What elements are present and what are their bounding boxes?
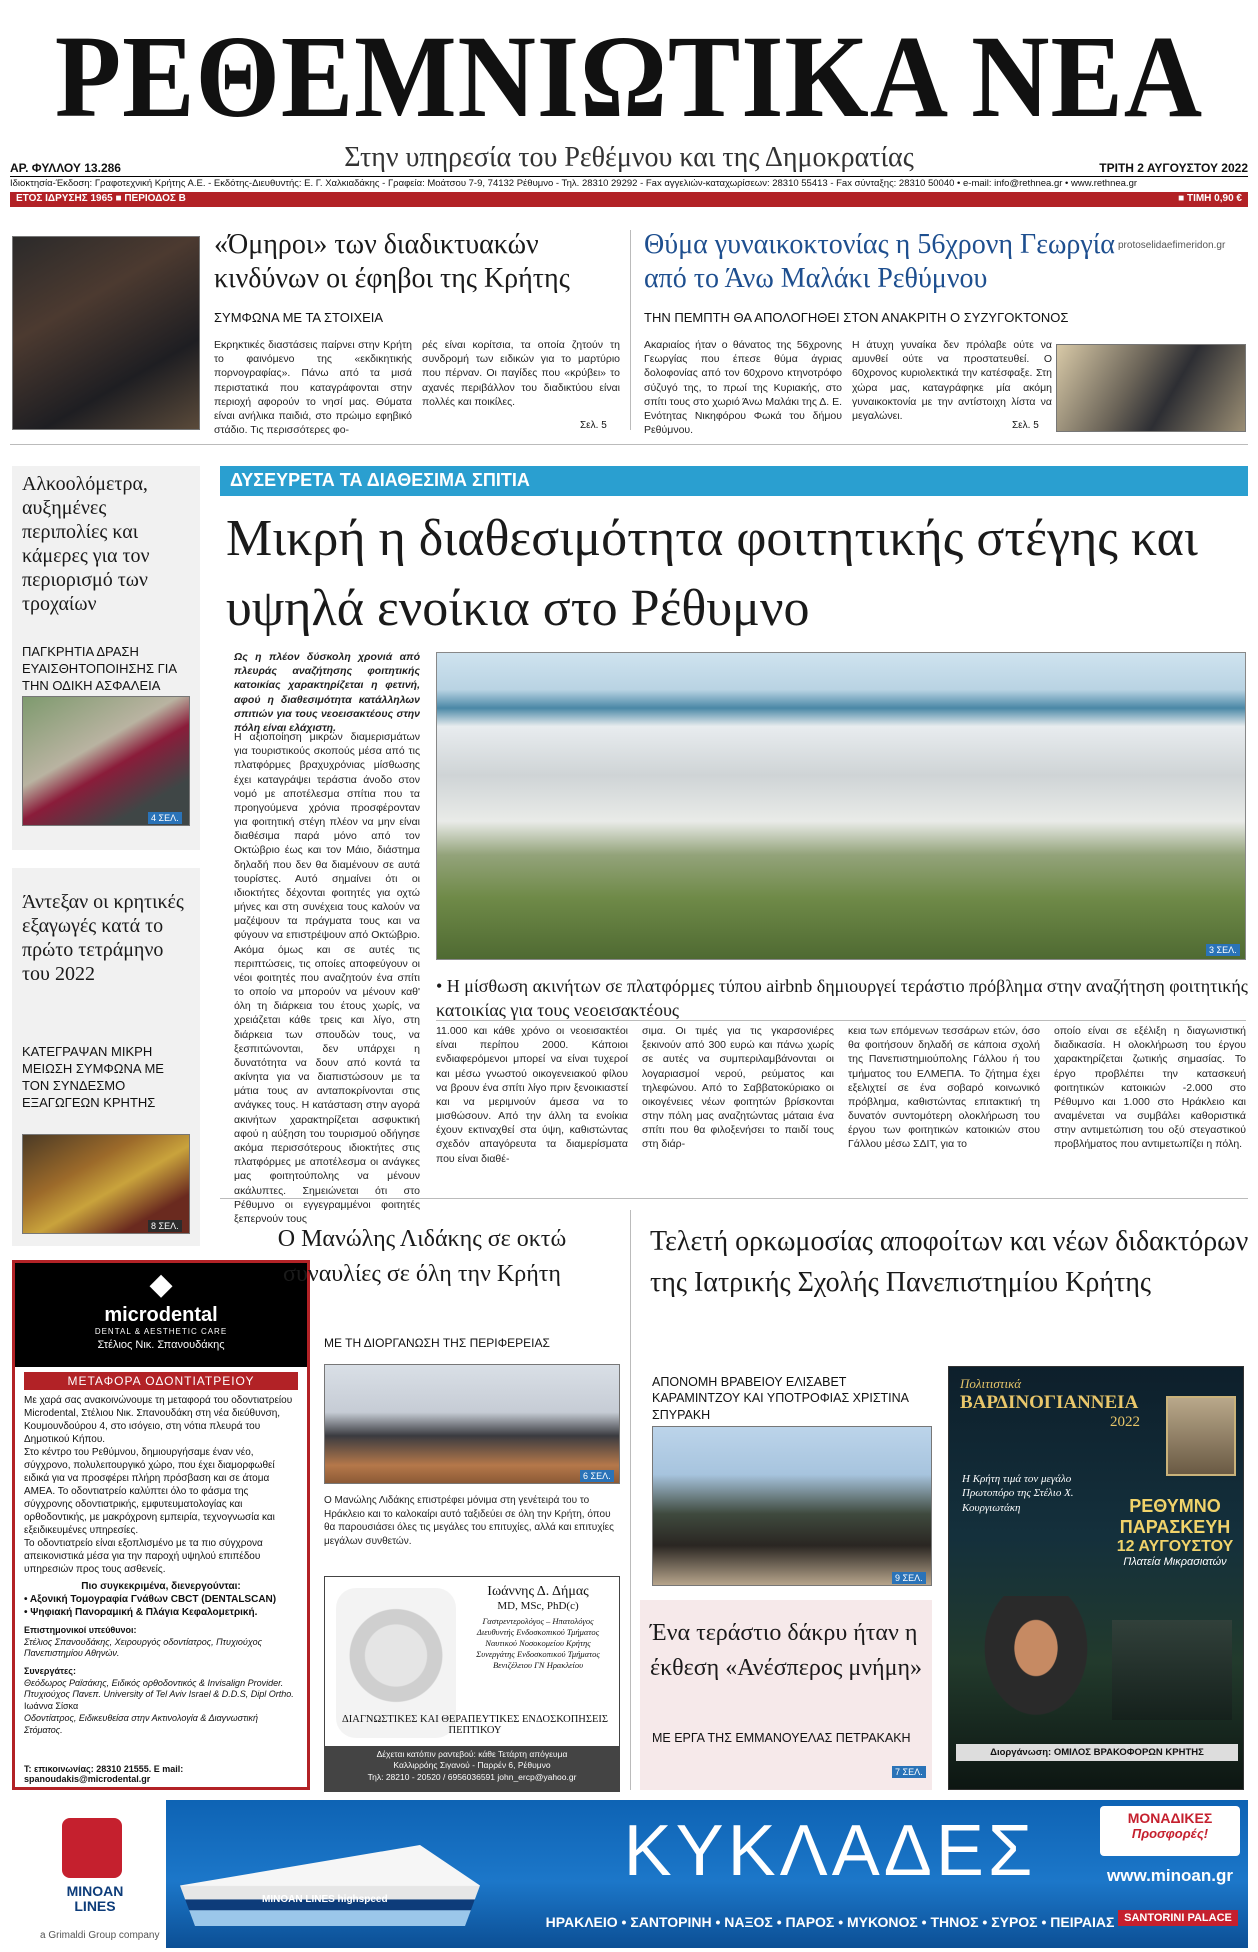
doctor-hours: Δέχεται κατόπιν ραντεβού: κάθε Τετάρτη απόγευμα (376, 1749, 568, 1759)
minoan-offer-top: ΜΟΝΑΔΙΚΕΣ (1127, 1810, 1213, 1826)
minoan-title: ΚΥΚΛΑΔΕΣ (623, 1811, 1037, 1891)
concert-top: Πολιτιστικά (960, 1376, 1022, 1391)
minoan-route: ΗΡΑΚΛΕΙΟ • ΣΑΝΤΟΡΙΝΗ • ΝΑΞΟΣ • ΠΑΡΟΣ • ΜΥΚΟΝΟΣ • ΤΗΝΟΣ • ΣΥΡΟΣ • ΠΕΙΡΑΙΑΣ (545, 1914, 1115, 1930)
doctor-line-4: Βενιζέλειου ΓΝ Ηρακλείου (492, 1660, 584, 1671)
band-photo (1112, 1620, 1232, 1720)
story-exhibition-kicker: ΜΕ ΕΡΓΑ ΤΗΣ ΕΜΜΑΝΟΥΕΛΑΣ ΠΕΤΡΑΚΑΚΗ (652, 1731, 911, 1745)
dental-contact[interactable]: Τ: επικοινωνίας: 28310 21555. E mail: spanoudakis@microdental.gr (24, 1764, 184, 1784)
doctor-phones[interactable]: Τηλ: 28210 - 20520 / 6956036591 john_ercp@yahoo.gr (367, 1771, 577, 1782)
doctor-line-0: Γαστρεντερολόγος – Ηπατολόγος (482, 1616, 594, 1626)
issue-date: ΤΡΙΤΗ 2 ΑΥΓΟΥΣΤΟΥ 2022 (1099, 161, 1248, 175)
main-photo-page-ref[interactable]: 3 ΣΕΛ. (1206, 944, 1240, 956)
concert-quote: Η Κρήτη τιμά τον μεγάλο Πρωτοπόρο της Στέλιο Χ. Κουργιωτάκη (962, 1473, 1074, 1514)
story-traffic-kicker: ΠΑΓΚΡΗΤΙΑ ΔΡΑΣΗ ΕΥΑΙΣΘΗΤΟΠΟΙΗΣΗΣ ΓΙΑ ΤΗΝ ΟΔΙΚΗ ΑΣΦΑΛΕΙΑ (22, 644, 177, 693)
dental-equip-title: Πιο συγκεκριμένα, διενεργούνται: (81, 1581, 241, 1592)
story-femicide-page-ref[interactable]: Σελ. 5 (1012, 420, 1039, 431)
doctor-name: Ιωάννης Δ. Δήμας (487, 1584, 589, 1599)
doctor-services: ΔΙΑΓΝΩΣΤΙΚΕΣ ΚΑΙ ΘΕΡΑΠΕΥΤΙΚΕΣ ΕΝΔΟΣΚΟΠΗΣΕΙΣ ΠΕΠΤΙΚΟΥ (341, 1714, 608, 1736)
watermark: protoselidaefimeridon.gr (1118, 240, 1226, 251)
minoan-logo-bottom: LINES (74, 1898, 116, 1915)
story-femicide-col2: Η άτυχη γυναίκα δεν πρόλαβε ούτε να αμυνθεί ούτε να προστατευθεί. Ο 60χρονος κυριολεκτικά την κατέσφαξε. Στη χώρα μας, καταγράφηκε μία ακόμη γυναικοκτονία με την αντίστοιχη λίστα να μεγαλώνει. (852, 339, 1052, 422)
story-teens-headline[interactable]: «Όμηροι» των διαδικτυακών κινδύνων οι έφηβοι της Κρήτης (214, 229, 570, 294)
dental-brand: microdental (104, 1304, 218, 1326)
singer-photo (976, 1596, 1096, 1726)
main-story-col-b: σιμα. Οι τιμές για τις γκαρσονιέρες ξεκινούν από 300 ευρώ και πάνω χωρίς σε αυτές να συμπεριλαμβάνονται οι λογαριασμοί νερού, ρεύματος και τηλεφώνου. Από το Σαββατοκύριακο οι οικογένειες νέων φοιτητών βρίσκονται στην πόλη μας αναζητώντας μάταια ένα σπίτι που θα φιλοξενήσει το παιδί τους στη διάρ- (642, 1025, 834, 1151)
minoan-offer-bottom: Προσφορές! (1131, 1826, 1209, 1841)
story-traffic-page-ref[interactable]: 4 ΣΕΛ. (148, 812, 182, 824)
newspaper-subtitle: Στην υπηρεσία του Ρεθέμνου και της Δημοκρατίας (344, 142, 914, 173)
dental-collab2-sub: Οδοντίατρος, Ειδικευθείσα στην Ακτινολογία & Διαγνωστική Στόματος. (24, 1712, 258, 1735)
story-femicide-col1: Ακαριαίος ήταν ο θάνατος της 56χρονης Γεωργίας που έπεσε θύμα άγριας δολοφονίας από τον 60χρονο κτηνοτρόφο σύζυγό της, το πρωί της Κυριακής, στο σπίτι τους στο χωριό Άνω Μαλάκι της Δ. Ε. Ενότητας Νικηφόρου Φωκά του δήμου Ρεθύμνου. (644, 339, 842, 437)
concert-venue: Πλατεία Μικρασιατών (1123, 1556, 1227, 1568)
graduates-photo (652, 1426, 932, 1586)
doctor-address: Καλλιρρόης Σιγανού - Παρρέν 6, Ρέθυμνο (393, 1760, 551, 1771)
story-ceremony-kicker: ΑΠΟΝΟΜΗ ΒΡΑΒΕΙΟΥ ΕΛΙΣΑΒΕΤ ΚΑΡΑΜΙΝΤΖΟΥ ΚΑΙ ΥΠΟΤΡΟΦΙΑΣ ΧΡΙΣΤΙΝΑ ΣΠΥΡΑΚΗ (652, 1375, 909, 1422)
story-exhibition-headline[interactable]: Ένα τεράστιο δάκρυ ήταν η έκθεση «Ανέσπερος μνήμη» (650, 1620, 923, 1681)
story-femicide-kicker: ΤΗΝ ΠΕΜΠΤΗ ΘΑ ΑΠΟΛΟΓΗΘΕΙ ΣΤΟΝ ΑΝΑΚΡΙΤΗ Ο ΣΥΖΥΓΟΚΤΟΝΟΣ (644, 310, 1069, 325)
main-story-col-a: 11.000 και κάθε χρόνο οι νεοεισακτέοι είναι περίπου 2000. Κάποιοι ενδιαφερόμενοι μπορεί να είναι τυχεροί και μέσω γνωστού οικογενειακού φίλου να βρουν ένα σπίτι λίγο πριν ξενοικιαστεί και να μεριμνούν άμεσα να το μισθώσουν. Από την άλλη τα ενοίκια έχουν εκτιναχθεί στα ύψη, καθιστώντας σχεδόν απαγόρευτα τα διαμερίσματα που είναι διαθέ- (436, 1025, 628, 1165)
concert-crowd-photo (12, 236, 200, 430)
newspaper-title: ΡΕΘΕΜΝΙΩΤΙΚΑ ΝΕΑ (54, 11, 1204, 142)
story-teens-col1: Εκρηκτικές διαστάσεις παίρνει στην Κρήτη το φαινόμενο της «εκδικητικής πορνογραφίας». Πάνω από τα μισά περιστατικά που καταγράφονται στην περιοχή αφορούν το νησί μας. Θύματα είναι ανήλικα παιδιά, στο πρώιμο εφηβικό στάδιο. Τις περισσότερες φο- (214, 339, 412, 437)
main-story-col-left: Η αξιοποίηση μικρών διαμερισμάτων για τουριστικούς σκοπούς μέσα από τις πλατφόρμες βραχυχρόνιας μίσθωσης έχει καταγράψει τεράστια άνοδο στον νομό με αποτέλεσμα σπίτια που τα προηγούμενα χρόνια προσφέρονταν για φοιτητική στέγη πλέον να μην είναι διαθέσιμα παρά μόνο από τον Οκτώβριο έως και τον Μάιο, διάστημα δηλαδή που δεν θα διαμένουν σε αυτά τουρίστες. Αυτό σημαίνει ότι οι ιδιοκτήτες δέχονται φοιτητές για οχτώ μήνες και στη συνέχεια τους καλούν να μαζέψουν τα πράγματα τους και να φύγουν να επιστρέψουν από Οκτώβριο. Ακόμα όμως και σε αυτές τις περιπτώσεις, τις οποίες αποφεύγουν οι νέοι φοιτητές που αναζητούν ένα σπίτι το οποίο να μπορούν να μένουν καθ' όλη τη διάρκεια του έτους χωρίς, να χρειάζεται κάθε τρεις και λίγο, στη διάρκεια των σπουδών τους, να ξεσπιτώνονται, δεν υπάρχει η δυνατότητα να δουν από κοντά τα ακίνητα για να διαπιστώσουν με τα μάτια τους αν ανταποκρίνονται στις ανάγκες τους. Η κατάσταση στην αγορά ακινήτων χαρακτηρίζεται ασφυκτική αφού η αύξηση του τουρισμού οδήγησε ακόμα περισσότερους ιδιοκτήτες στις πλατφόρμες με αποτέλεσμα οι ανάγκες μας φοιτητούπολης να μένουν ακάλυπτες. Σημειώνεται ότι στο Ρέθυμνο οι εγγεγραμμένοι φοιτητές ξεπερνούν τους (234, 731, 420, 1225)
concert-organizer: Διοργάνωση: ΟΜΙΛΟΣ ΒΡΑΚΟΦΟΡΩΝ ΚΡΗΤΗΣ (956, 1744, 1238, 1761)
main-story-headline[interactable]: Μικρή η διαθεσιμότητα φοιτητικής στέγης και υψηλά ενοίκια στο Ρέθυμνο (226, 510, 1198, 638)
main-story-lead: Ως η πλέον δύσκολη χρονιά από πλευράς αναζήτησης φοιτητικής κατοικίας χαρακτηρίζεται η φετινή, αφού η διαθεσιμότητα κατάλληλων σπιτιών για τους νεοεισακτέους στην πόλη είναι ελάχιστη. (234, 651, 420, 734)
doctor-contact-bar (325, 1746, 619, 1791)
minoan-url[interactable]: www.minoan.gr (1107, 1866, 1233, 1885)
story-lidakis-headline[interactable]: Ο Μανώλης Λιδάκης σε οκτώ συναυλίες σε όλη την Κρήτη (277, 1226, 567, 1287)
doctor-line-1: Διευθυντής Ενδοσκοπικού Τμήματος (476, 1627, 600, 1638)
story-ceremony-headline[interactable]: Τελετή ορκωμοσίας αποφοίτων και νέων διδακτόρων της Ιατρικής Σχολής Πανεπιστημίου Κρήτης (650, 1226, 1249, 1298)
exports-food-photo (22, 1134, 190, 1234)
story-exports-kicker: ΚΑΤΕΓΡΑΨΑΝ ΜΙΚΡΗ ΜΕΙΩΣΗ ΣΥΜΦΩΝΑ ΜΕ ΤΟΝ ΣΥΝΔΕΣΜΟ ΕΞΑΓΩΓΕΩΝ ΚΡΗΤΗΣ (22, 1044, 164, 1110)
minoan-logo-icon (62, 1818, 122, 1878)
main-story-col-d: οποίο είναι σε εξέλιξη η διαγωνιστική διαδικασία. Η ολοκλήρωση του έργου χαρακτηρίζεται ζωτικής σημασίας. Το έργο προβλέπει την κατασκευή φοιτητικών κατοικιών -2.000 στο Ρέθυμνο και 1.000 στο Ηράκλειο και αναμένεται να συμβάλει καθοριστικά στην αντιμετώπιση του οξύ στεγαστικού προβλήματος που αντιμετωπίζει η πόλη. (1054, 1025, 1246, 1151)
concert-ad-title-block (960, 1376, 1140, 1431)
concert-day: ΠΑΡΑΣΚΕΥΗ (1119, 1517, 1231, 1537)
concert-city: ΡΕΘΥΜΝΟ (1129, 1496, 1221, 1516)
portrait-icon (1166, 1396, 1236, 1476)
masthead (0, 0, 1258, 174)
dental-banner: ΜΕΤΑΦΟΡΑ ΟΔΟΝΤΙΑΤΡΕΙΟΥ (24, 1372, 298, 1390)
dental-collab2: Ιωάννα Σίσκα (24, 1701, 79, 1712)
story-exhibition-page-ref[interactable]: 7 ΣΕΛ. (892, 1766, 926, 1778)
dental-p1: Με χαρά σας ανακοινώνουμε τη μεταφορά του οδοντιατρείου Microdental, Στέλιου Νικ. Σπανουδάκη στη νέα διεύθυνση, Κουμουνδούρου 4, στο ισόγειο, στη νότια πλευρά του Δημοτικού Κήπου. (24, 1395, 293, 1445)
story-exports-headline[interactable]: Άντεξαν οι κρητικές εξαγωγές κατά το πρώτο τετράμηνο του 2022 (22, 891, 184, 985)
dental-doctor: Στέλιος Νικ. Σπανουδάκης (97, 1339, 225, 1351)
tooth-icon: ◆ (149, 1268, 173, 1301)
minoan-logo-text (40, 1884, 150, 1915)
main-story-col-c: κεια των επόμενων τεσσάρων ετών, όσο θα φοιτήσουν δηλαδή σε κάποια σχολή της Πανεπιστημιούπολης Γάλλου ή του τμήματος του ΕΛΜΕΠΑ. Το ζήτημα έχει εξελιχτεί σε ένα σοβαρό κοινωνικό πρόβλημα, καθιστώντας επιτακτική τη δυνατόν συντομότερη ολοκλήρωση του έργου των φοιτητικών κατοικιών στου Γάλλου μέσω ΣΔΙΤ, για το (848, 1025, 1040, 1151)
doctor-title: MD, MSc, PhD(c) (497, 1600, 579, 1612)
story-teens-kicker: ΣΥΜΦΩΝΑ ΜΕ ΤΑ ΣΤΟΙΧΕΙΑ (214, 310, 384, 325)
issue-number: ΑΡ. ΦΥΛΛΟΥ 13.286 (10, 161, 121, 175)
founded-year: ΕΤΟΣ ΙΔΡΥΣΗΣ 1965 (16, 193, 113, 204)
main-story-kicker: ΔΥΣΕΥΡΕΤΑ ΤΑ ΔΙΑΘΕΣΙΜΑ ΣΠΙΤΙΑ (220, 466, 1248, 496)
main-photo-caption: • Η μίσθωση ακινήτων σε πλατφόρμες τύπου airbnb δημιουργεί τεράστιο πρόβλημα στην αναζήτηση φοιτητικής κατοικίας για τους νεοεισακτέους (436, 976, 1248, 1021)
story-femicide-headline[interactable]: Θύμα γυναικοκτονίας η 56χρονη Γεωργία από το Άνω Μαλάκι Ρεθύμνου (644, 229, 1115, 294)
concert-date: 12 ΑΥΓΟΥΣΤΟΥ (1116, 1538, 1234, 1555)
minoan-group: a Grimaldi Group company (40, 1930, 160, 1941)
dental-p2: Στο κέντρο του Ρεθύμνου, δημιουργήσαμε έναν νέο, σύγχρονο, πολυλειτουργικό χώρο, που έχει διαμορφωθεί ειδικά για να προσφέρει πλήρη πρόσβαση και σε άτομα ΑΜΕΑ. Το οδοντιατρείο καλύπτει όλο το φάσμα της σύγχρονης οδοντιατρικής, εμφυτευματολογίας και ορθοδοντικής, με μακρόχρονη εμπειρία, τεχνογνωσία και εξειδικευμένες υπηρεσίες. (24, 1447, 275, 1536)
dental-p3: Το οδοντιατρείο είναι εξοπλισμένο με τα πιο σύγχρονα απεικονιστικά μέσα για την παροχή υψηλού επιπέδου υπηρεσιών προς τους ασθενείς. (24, 1538, 263, 1575)
doctor-ad-info (462, 1584, 614, 1671)
dental-equip1: • Αξονική Τομογραφία Γνάθων CBCT (DENTALSCAN) (24, 1594, 277, 1605)
dental-brand-sub: DENTAL & AESTHETIC CARE (94, 1327, 228, 1336)
dental-staff-title: Επιστημονικοί υπεύθυνοι: (24, 1625, 137, 1635)
rethymno-city-photo (436, 652, 1246, 960)
minoan-logo-top: MINOAN (66, 1883, 124, 1899)
period: ΠΕΡΙΟΔΟΣ Β (124, 193, 186, 204)
ferry-hull-text: MINOAN LINES highspeed (262, 1894, 388, 1905)
minoan-ship-name: SANTORINI PALACE (1118, 1910, 1238, 1926)
story-exports-page-ref[interactable]: 8 ΣΕΛ. (148, 1220, 182, 1232)
story-lidakis-page-ref[interactable]: 6 ΣΕΛ. (580, 1470, 614, 1482)
lidakis-meeting-photo (324, 1364, 620, 1484)
dental-equip2: • Ψηφιακή Πανοραμική & Πλάγια Κεφαλομετρική. (24, 1607, 258, 1618)
publisher-line: Ιδιοκτησία-Έκδοση: Γραφοτεχνική Κρήτης Α.Ε. - Εκδότης-Διευθυντής: Ε. Γ. Χαλκιαδάκης - Γραφεία: Μοάτσου 7-9, 74132 Ρέθυμνο - Τηλ. 28310 29292 - Fax αγγελιών-καταχωρίσεων: 28310 55413 - Fax σύνταξης: 28310 50040 • e-mail: info@rethnea.gr • www.rethnea.gr (10, 178, 1138, 189)
issue-bar (10, 161, 1248, 175)
dental-body (24, 1394, 298, 1736)
story-lidakis-text: Ο Μανώλης Λιδάκης επιστρέφει μόνιμα στη γενέτειρά του το Ηράκλειο και το καλοκαίρι αυτό ταξιδεύει σε όλη την Κρήτη, όπου θα παρουσιάσει όλες τις μεγάλες του επιτυχίες, αλλά και επιτυχίες μεγάλων συνθετών. (324, 1495, 614, 1547)
concert-date-block (1110, 1496, 1240, 1568)
story-traffic-headline[interactable]: Αλκοολόμετρα, αυξημένες περιπολίες και κάμερες για τον περιορισμό των τροχαίων (22, 473, 150, 615)
story-lidakis-kicker: ΜΕ ΤΗ ΔΙΟΡΓΑΝΩΣΗ ΤΗΣ ΠΕΡΙΦΕΡΕΙΑΣ (324, 1336, 550, 1350)
minoan-offer-badge[interactable] (1100, 1806, 1240, 1856)
story-teens-col2: ρές είναι κορίτσια, τα οποία ζητούν τη συνδρομή των ειδικών για το μαρτύριο που πέρναν. Οι παγίδες που «κρύβει» το αχανές περιβάλλον του διαδικτύου είναι πολλές και ποικίλες. (422, 339, 620, 408)
dental-collab1: Θεόδωρος Ραϊσάκης, Ειδικός ορθοδοντικός & Invisalign Provider. Πτυχιούχος Πανεπ. University of Tel Aviv Israel & D.D.S, Dipl Ortho. (24, 1677, 294, 1700)
traffic-check-photo (22, 696, 190, 826)
concert-year: 2022 (1110, 1414, 1140, 1430)
dental-collab-title: Συνεργάτες: (24, 1666, 76, 1677)
story-teens-page-ref[interactable]: Σελ. 5 (580, 420, 607, 431)
doctor-line-2: Ναυτικού Νοσοκομείου Κρήτης (485, 1638, 591, 1649)
concert-title: ΒΑΡΔΙΝΟΓΙΑΝΝΕΙΑ (960, 1392, 1139, 1413)
doctor-line-3: Συνεργάτης Ενδοσκοπικού Τμήματος (476, 1649, 600, 1660)
price: ΤΙΜΗ 0,90 € (1186, 193, 1242, 204)
police-photo (1056, 344, 1246, 432)
red-info-bar: ΕΤΟΣ ΙΔΡΥΣΗΣ 1965 ■ ΠΕΡΙΟΔΟΣ Β ■ ΤΙΜΗ 0,90 € (10, 192, 1248, 207)
story-ceremony-page-ref[interactable]: 9 ΣΕΛ. (892, 1572, 926, 1584)
dental-staff1: Στέλιος Σπανουδάκης, Χειρουργός οδοντίατρος, Πτυχιούχος Πανεπιστημίου Αθηνών. (24, 1636, 262, 1659)
